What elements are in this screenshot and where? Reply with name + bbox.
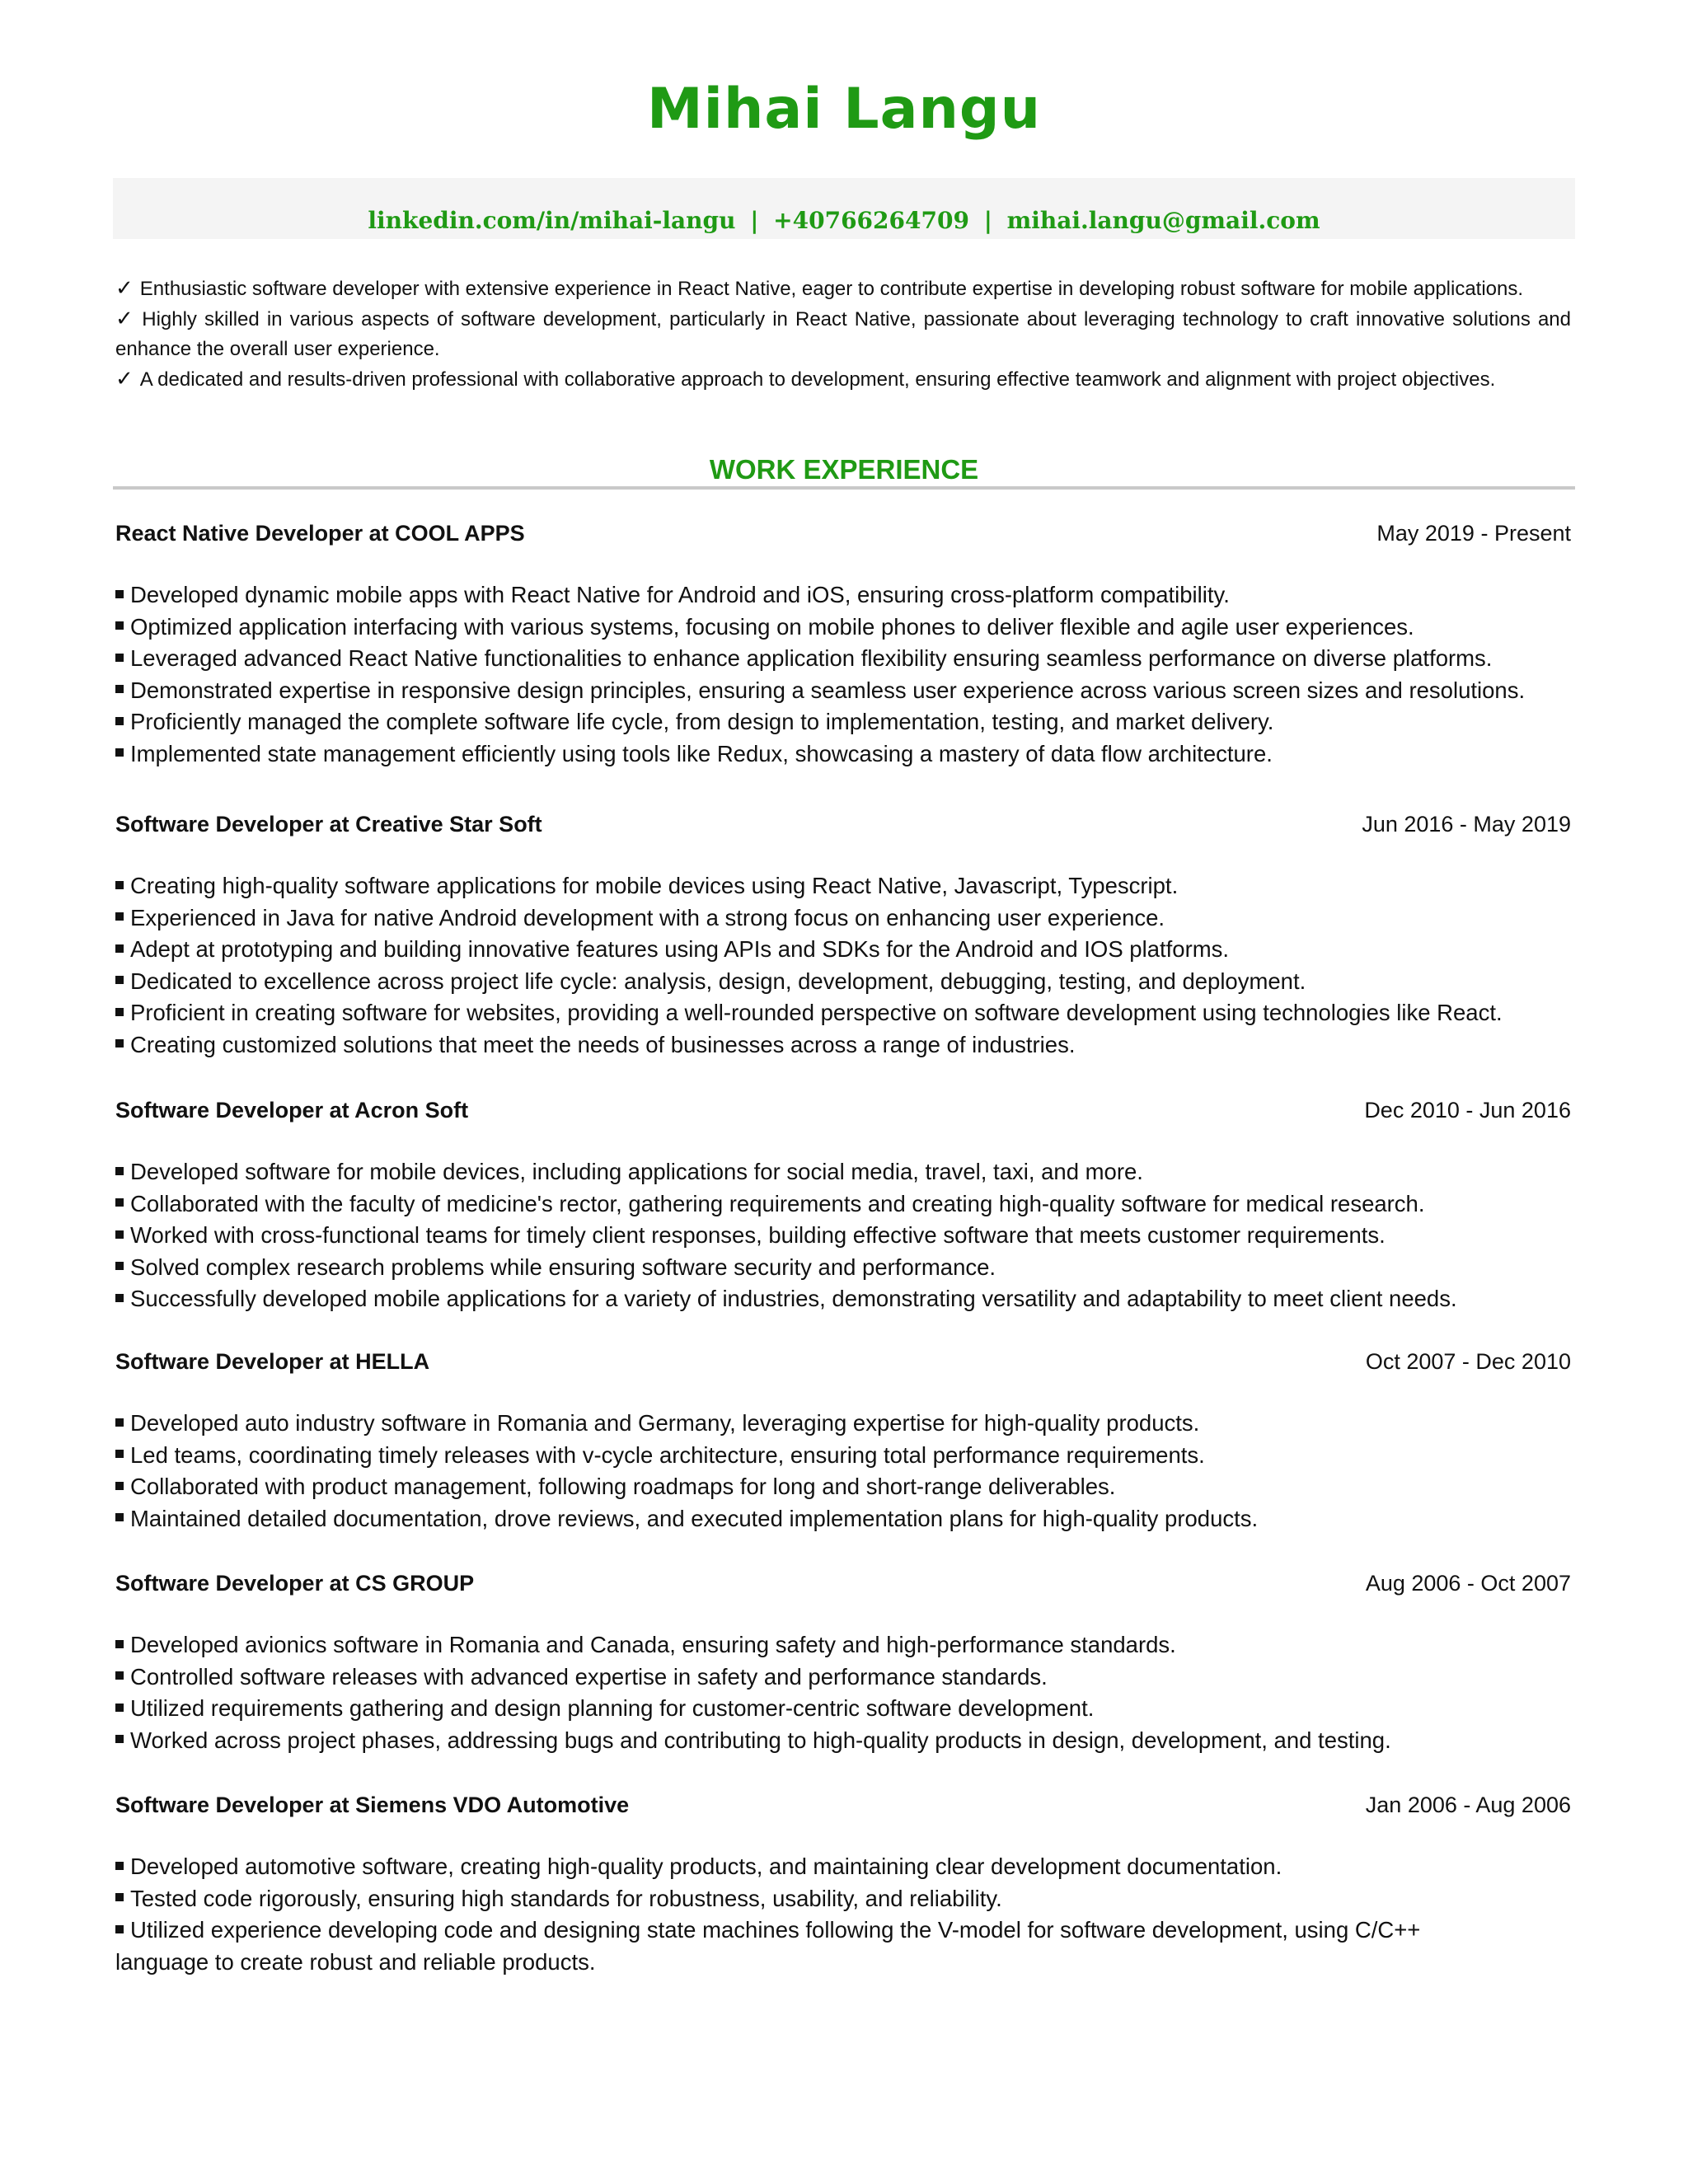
square-bullet-icon: [115, 1735, 124, 1743]
square-bullet-icon: [115, 1862, 124, 1870]
list-item-text: Creating high-quality software applications for mobile devices using React Native, Javascript, Typescript.: [130, 873, 1179, 898]
list-item: [115, 1283, 1571, 1315]
summary-item: [115, 274, 1571, 304]
job-entry: [115, 808, 1571, 1061]
list-item-text: Adept at prototyping and building innovative features using APIs and SDKs for the Android and IOS platforms.: [130, 936, 1230, 962]
job-dates: Jan 2006 - Aug 2006: [1365, 1793, 1571, 1817]
list-item-text: Creating customized solutions that meet the needs of businesses across a range of industries.: [130, 1031, 1076, 1057]
summary-text: A dedicated and results-driven professional with collaborative approach to development, ensuring effective teamwork and alignment with project objectives.: [139, 368, 1496, 391]
list-item-text: Developed dynamic mobile apps with React Native for Android and iOS, ensuring cross-platform compatibility.: [130, 582, 1230, 607]
list-item: [115, 1156, 1571, 1188]
job-title: Software Developer at HELLA: [115, 1349, 430, 1374]
list-item-text: Developed avionics software in Romania and Canada, ensuring safety and high-performance standards.: [130, 1632, 1176, 1657]
square-bullet-icon: [115, 1230, 124, 1239]
list-item-text: Tested code rigorously, ensuring high standards for robustness, usability, and reliability.: [130, 1885, 1002, 1911]
list-item: [115, 1029, 1571, 1062]
list-item-text: Leveraged advanced React Native functionalities to enhance application flexibility ensuring seamless performance on diverse platforms.: [130, 645, 1493, 671]
contact-line: [113, 206, 1575, 236]
job-header: [115, 1094, 1571, 1127]
list-item-text: Successfully developed mobile applications for a variety of industries, demonstrating versatility and adaptability to meet client needs.: [130, 1286, 1457, 1311]
job-title: Software Developer at CS GROUP: [115, 1571, 475, 1596]
job-bullets: [115, 1851, 1571, 1978]
square-bullet-icon: [115, 590, 124, 598]
square-bullet-icon: [115, 912, 124, 921]
check-icon: ✓: [115, 367, 134, 391]
list-item-text: Implemented state management efficiently using tools like Redux, showcasing a mastery of data flow architecture.: [130, 740, 1273, 766]
list-item: [115, 870, 1571, 902]
list-item: [115, 579, 1571, 612]
job-title: Software Developer at Acron Soft: [115, 1098, 469, 1122]
square-bullet-icon: [115, 621, 124, 630]
contact-bar: [113, 178, 1575, 239]
summary-item: [115, 364, 1571, 395]
list-item-text: Maintained detailed documentation, drove reviews, and executed implementation plans for high-quality products.: [130, 1505, 1259, 1531]
list-item: [115, 1915, 1434, 1978]
list-item: [115, 902, 1571, 935]
job-dates: Dec 2010 - Jun 2016: [1364, 1098, 1571, 1122]
job-header: [115, 1345, 1571, 1378]
square-bullet-icon: [115, 1450, 124, 1458]
job-bullets: [115, 1408, 1571, 1535]
section-title-work-experience: WORK EXPERIENCE: [709, 454, 979, 485]
job-header: [115, 1567, 1571, 1600]
contact-separator: |: [983, 207, 992, 234]
job-dates: Aug 2006 - Oct 2007: [1365, 1571, 1571, 1596]
email-link[interactable]: mihai.langu@gmail.com: [1006, 207, 1320, 234]
candidate-name: Mihai Langu: [647, 77, 1041, 142]
job-dates: Oct 2007 - Dec 2010: [1365, 1349, 1571, 1374]
square-bullet-icon: [115, 1198, 124, 1207]
list-item-text: Proficiently managed the complete software life cycle, from design to implementation, testing, and market delivery.: [130, 709, 1274, 734]
list-item-text: Utilized experience developing code and designing state machines following the V-model for software development, using C/C++ language to create robust and reliable products.: [115, 1917, 1421, 1975]
list-item-text: Experienced in Java for native Android development with a strong focus on enhancing user experience.: [130, 904, 1165, 930]
job-bullets: [115, 870, 1571, 1061]
job-entry: [115, 1788, 1571, 1978]
check-icon: ✓: [115, 276, 134, 301]
list-item: [115, 706, 1571, 738]
square-bullet-icon: [115, 976, 124, 984]
square-bullet-icon: [115, 717, 124, 725]
job-bullets: [115, 579, 1571, 770]
list-item: [115, 1661, 1571, 1694]
square-bullet-icon: [115, 1640, 124, 1648]
list-item: [115, 1629, 1571, 1661]
list-item-text: Controlled software releases with advanced expertise in safety and performance standards.: [130, 1663, 1048, 1690]
job-title: React Native Developer at COOL APPS: [115, 521, 525, 546]
job-bullets: [115, 1156, 1571, 1315]
list-item-text: Developed software for mobile devices, including applications for social media, travel, taxi, and more.: [130, 1159, 1143, 1184]
job-entry: [115, 1094, 1571, 1315]
square-bullet-icon: [115, 1482, 124, 1490]
list-item: [115, 675, 1571, 707]
section-divider: [113, 486, 1575, 490]
square-bullet-icon: [115, 1925, 124, 1933]
phone-number[interactable]: +40766264709: [773, 207, 969, 234]
job-header: [115, 1788, 1571, 1821]
square-bullet-icon: [115, 748, 124, 757]
list-item-text: Dedicated to excellence across project life cycle: analysis, design, development, debugging, testing, and deployment.: [130, 968, 1306, 994]
list-item: [115, 1188, 1571, 1221]
list-item-text: Collaborated with product management, following roadmaps for long and short-range deliverables.: [130, 1474, 1116, 1499]
list-item: [115, 1440, 1571, 1472]
summary-item: [115, 304, 1571, 364]
list-item: [115, 934, 1571, 966]
list-item: [115, 612, 1571, 644]
square-bullet-icon: [115, 1671, 124, 1680]
square-bullet-icon: [115, 1039, 124, 1047]
list-item: [115, 1220, 1571, 1252]
square-bullet-icon: [115, 1167, 124, 1175]
list-item: [115, 1725, 1571, 1757]
list-item: [115, 738, 1571, 771]
list-item: [115, 1503, 1571, 1535]
square-bullet-icon: [115, 685, 124, 693]
linkedin-link[interactable]: linkedin.com/in/mihai-langu: [368, 207, 736, 234]
square-bullet-icon: [115, 1008, 124, 1016]
check-icon: ✓: [115, 307, 136, 331]
list-item: [115, 1471, 1571, 1503]
list-item: [115, 966, 1571, 998]
square-bullet-icon: [115, 1294, 124, 1302]
job-header: [115, 517, 1571, 550]
list-item-text: Proficient in creating software for websites, providing a well-rounded perspective on software development using technologies like React.: [130, 1000, 1503, 1025]
square-bullet-icon: [115, 881, 124, 889]
square-bullet-icon: [115, 944, 124, 953]
square-bullet-icon: [115, 1893, 124, 1901]
job-entry: [115, 1345, 1571, 1535]
list-item: [115, 1693, 1571, 1725]
list-item-text: Utilized requirements gathering and design planning for customer-centric software development.: [130, 1695, 1095, 1721]
list-item: [115, 997, 1571, 1029]
job-title: Software Developer at Creative Star Soft: [115, 812, 542, 837]
square-bullet-icon: [115, 1418, 124, 1427]
list-item-text: Collaborated with the faculty of medicine's rector, gathering requirements and creating high-quality software for medical research.: [130, 1190, 1425, 1216]
job-header: [115, 808, 1571, 841]
list-item: [115, 1851, 1571, 1883]
square-bullet-icon: [115, 1262, 124, 1270]
list-item: [115, 1408, 1571, 1440]
job-dates: Jun 2016 - May 2019: [1362, 812, 1571, 837]
square-bullet-icon: [115, 1513, 124, 1521]
job-entry: [115, 1567, 1571, 1756]
list-item-text: Demonstrated expertise in responsive design principles, ensuring a seamless user experience across various screen sizes and resolutions.: [130, 677, 1526, 703]
list-item: [115, 1252, 1571, 1284]
job-title: Software Developer at Siemens VDO Automotive: [115, 1793, 630, 1817]
summary-text: Highly skilled in various aspects of software development, particularly in React Native, passionate about leveraging technology to craft innovative solutions and enhance the overall user experience.: [115, 308, 1571, 360]
summary-text: Enthusiastic software developer with extensive experience in React Native, eager to contribute expertise in developing robust software for mobile applications.: [139, 278, 1524, 300]
list-item-text: Worked with cross-functional teams for timely client responses, building effective software that meets customer requirements.: [130, 1222, 1386, 1248]
list-item: [115, 643, 1571, 675]
list-item: [115, 1883, 1571, 1915]
square-bullet-icon: [115, 1704, 124, 1712]
list-item-text: Optimized application interfacing with various systems, focusing on mobile phones to deliver flexible and agile user experiences.: [130, 613, 1414, 640]
summary: [115, 274, 1571, 395]
list-item-text: Developed auto industry software in Romania and Germany, leveraging expertise for high-quality products.: [130, 1410, 1200, 1436]
list-item-text: Solved complex research problems while ensuring software security and performance.: [130, 1254, 996, 1280]
contact-separator: |: [750, 207, 759, 234]
job-dates: May 2019 - Present: [1376, 521, 1571, 546]
job-bullets: [115, 1629, 1571, 1756]
list-item-text: Developed automotive software, creating high-quality products, and maintaining clear development documentation.: [130, 1854, 1282, 1879]
job-entry: [115, 517, 1571, 770]
list-item-text: Led teams, coordinating timely releases with v-cycle architecture, ensuring total performance requirements.: [130, 1441, 1205, 1468]
square-bullet-icon: [115, 654, 124, 662]
list-item-text: Worked across project phases, addressing bugs and contributing to high-quality products in design, development, and testing.: [130, 1727, 1391, 1753]
